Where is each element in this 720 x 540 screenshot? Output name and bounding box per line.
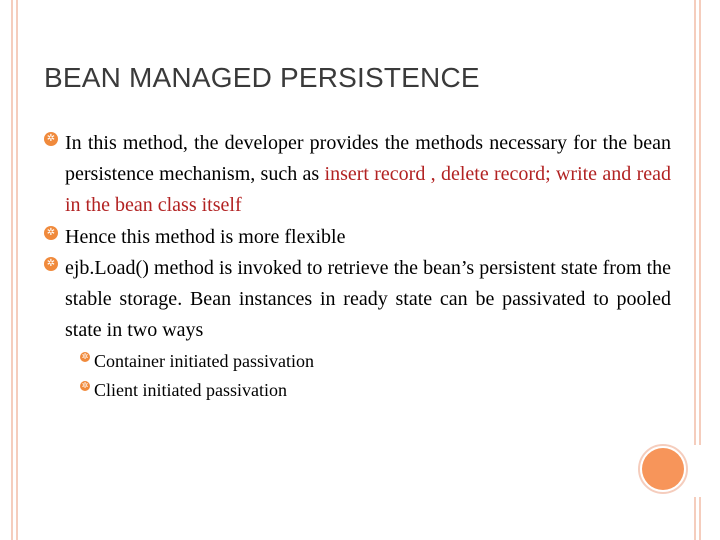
sub-bullet-text: Client initiated passivation: [94, 380, 287, 400]
slide-title: BEAN MANAGED PERSISTENCE: [44, 62, 480, 93]
bullet-text: Hence this method is more flexible: [65, 226, 346, 248]
bullet-item: [44, 253, 671, 346]
bullet-text: ejb.Load() method is invoked to retrieve the bean’s persistent state from the stable storage. Bean instances in ready state can be passivated to pooled state in two ways: [65, 257, 671, 341]
sub-bullet-item: [80, 376, 640, 405]
sub-bullet-item: [80, 347, 640, 376]
gear-bullet-icon: ✲: [44, 226, 58, 240]
right-border-line: [699, 0, 701, 445]
sub-bullet-text: Container initiated passivation: [94, 351, 314, 371]
gear-bullet-icon: ✲: [44, 257, 58, 271]
bullet-item: [44, 222, 671, 253]
decorative-circle: [642, 448, 684, 490]
bullet-text: [65, 128, 671, 221]
left-border-line: [16, 0, 18, 540]
right-border-line: [699, 497, 701, 540]
bullet-highlight-text: insert record , delete record; write and read in the bean class itself: [65, 163, 671, 216]
bullet-text-part: In this method, the developer provides the methods necessary for the bean persistence mechanism, such as: [65, 132, 671, 185]
gear-bullet-icon: ✲: [81, 352, 89, 361]
right-border-line: [694, 497, 696, 540]
right-border-line: [694, 0, 696, 445]
gear-bullet-icon: ✲: [81, 381, 89, 390]
gear-bullet-icon: ✲: [44, 132, 58, 146]
left-border-line: [11, 0, 13, 540]
bullet-item: [44, 128, 671, 221]
